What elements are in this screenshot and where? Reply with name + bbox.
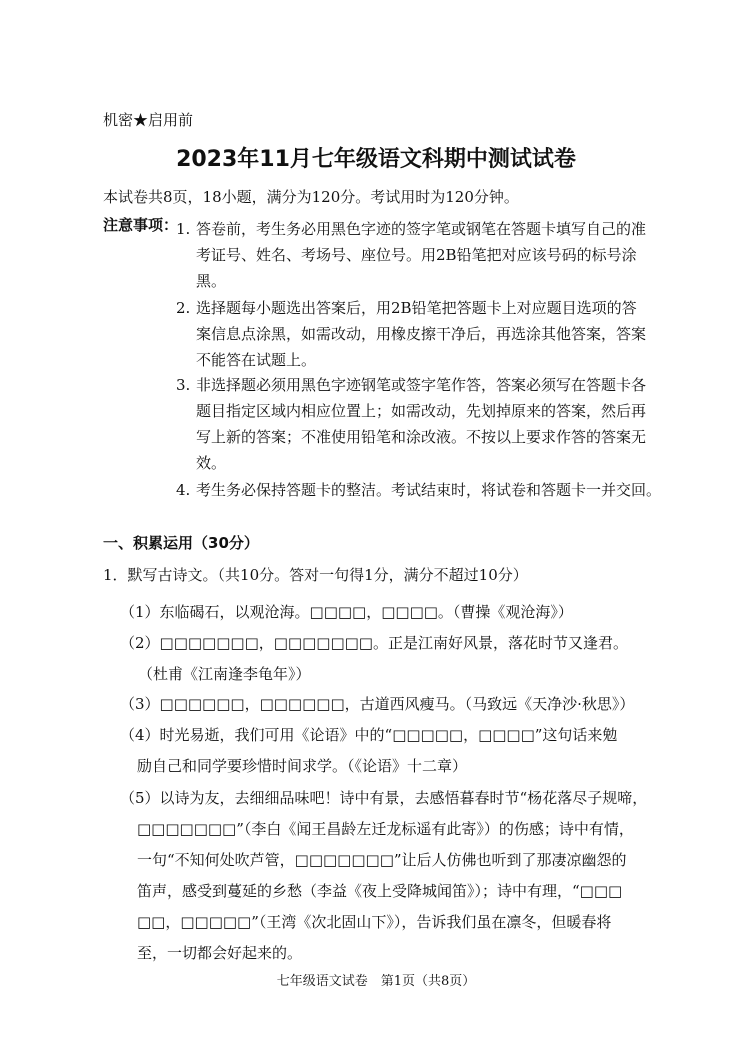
question-line: 励自己和同学要珍惜时间求学。（《论语》十二章） bbox=[137, 757, 468, 775]
note-item-3 bbox=[176, 372, 660, 476]
question-line: （3）□□□□□□，□□□□□□，古道西风瘦马。（马致远《天净沙·秋思》） bbox=[120, 695, 635, 713]
question-item-5 bbox=[120, 783, 660, 969]
note-line: 考证号、姓名、考场号、座位号。用2B铅笔把对应该号码的标号涂 bbox=[196, 246, 637, 264]
question-line: 至，一切都会好起来的。 bbox=[137, 944, 303, 962]
question-line: （2）□□□□□□□，□□□□□□□。正是江南好风景，落花时节又逢君。 bbox=[120, 634, 628, 652]
note-item-4 bbox=[176, 477, 676, 503]
page-title: 2023年11月七年级语文科期中测试试卷 bbox=[176, 147, 576, 172]
page-footer: 七年级语文试卷 第1页（共8页） bbox=[276, 974, 476, 989]
note-item-2 bbox=[176, 295, 660, 373]
question-stem: 1．默写古诗文。（共10分。答对一句得1分，满分不超过10分） bbox=[103, 566, 528, 584]
question-line: □□□□□□□”（李白《闻王昌龄左迁龙标遥有此寄》）的伤感；诗中有情， bbox=[137, 820, 634, 838]
notes-label: 注意事项： bbox=[103, 216, 179, 234]
note-line: 不能答在试题上。 bbox=[196, 351, 317, 369]
note-line: 写上新的答案；不准使用铅笔和涂改液。不按以上要求作答的答案无 bbox=[196, 428, 647, 446]
note-number: 2. bbox=[176, 299, 191, 317]
note-number: 4. bbox=[176, 481, 191, 499]
exam-intro: 本试卷共8页，18小题，满分为120分。考试用时为120分钟。 bbox=[103, 188, 519, 206]
note-item-1 bbox=[176, 216, 660, 294]
note-line: 选择题每小题选出答案后，用2B铅笔把答题卡上对应题目选项的答 bbox=[196, 299, 637, 317]
question-line: □□，□□□□□”（王湾《次北固山下》），告诉我们虽在凛冬，但暖春将 bbox=[137, 913, 612, 931]
question-item-3 bbox=[120, 689, 660, 720]
note-line: 黑。 bbox=[196, 272, 227, 290]
note-number: 1. bbox=[176, 220, 191, 238]
question-line: 笛声，感受到蔓延的乡愁（李益《夜上受降城闻笛》）；诗中有理，“□□□ bbox=[137, 882, 623, 900]
note-line: 答卷前，考生务必用黑色字迹的签字笔或钢笔在答题卡填写自己的准 bbox=[196, 220, 647, 238]
note-line: 案信息点涂黑，如需改动，用橡皮擦干净后，再选涂其他答案，答案 bbox=[196, 325, 647, 343]
question-item-1 bbox=[120, 597, 660, 628]
question-line: 一句“不知何处吹芦管，□□□□□□□”让后人仿佛也听到了那凄凉幽怨的 bbox=[137, 851, 627, 869]
confidential-mark: 机密★启用前 bbox=[103, 111, 194, 129]
question-line: （5）以诗为友，去细细品味吧！诗中有景，去感悟暮春时节“杨花落尽子规啼， bbox=[120, 789, 648, 807]
question-line: （1）东临碣石，以观沧海。□□□□，□□□□。（曹操《观沧海》） bbox=[120, 603, 573, 621]
note-line: 非选择题必须用黑色字迹钢笔或签字笔作答，答案必须写在答题卡各 bbox=[196, 376, 647, 394]
question-line: （4）时光易逝，我们可用《论语》中的“□□□□□，□□□□”这句话来勉 bbox=[120, 726, 618, 744]
note-line: 题目指定区域内相应位置上；如需改动，先划掉原来的答案，然后再 bbox=[196, 402, 647, 420]
note-number: 3. bbox=[176, 376, 191, 394]
note-line: 效。 bbox=[196, 454, 227, 472]
note-line: 考生务必保持答题卡的整洁。考试结束时，将试卷和答题卡一并交回。 bbox=[196, 481, 662, 499]
question-item-2 bbox=[120, 628, 660, 690]
question-item-4 bbox=[120, 720, 660, 782]
question-line: （杜甫《江南逢李龟年》） bbox=[138, 665, 311, 683]
section-heading: 一、积累运用（30分） bbox=[103, 534, 259, 552]
